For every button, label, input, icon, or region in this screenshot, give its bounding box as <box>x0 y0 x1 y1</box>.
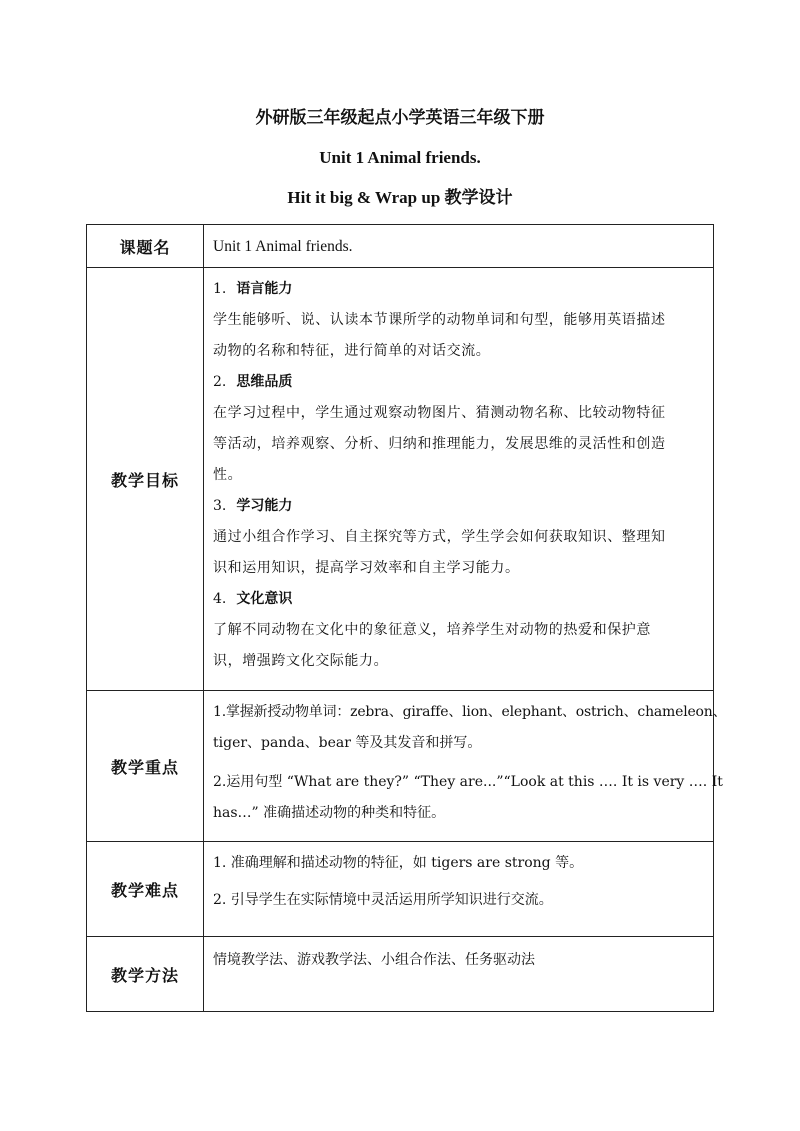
methods-row <box>87 937 714 1012</box>
methods-label: 教学方法 <box>87 937 204 1012</box>
key-points-content <box>204 691 727 842</box>
lesson-subtitle: Hit it big & Wrap up 教学设计 <box>287 188 513 207</box>
key-point-line: 2.运用句型 “What are they?” “They are...”“Look at this …. It is very …. It <box>213 774 723 790</box>
goal-line: 等活动，培养观察、分析、归纳和推理能力，发展思维的灵活性和创造 <box>213 436 666 452</box>
key-points-row <box>87 691 714 842</box>
key-point-line: tiger、panda、bear 等及其发音和拼写。 <box>213 735 482 751</box>
lesson-plan-table <box>86 224 727 1012</box>
goal-heading: 3. 学习能力 <box>213 498 293 514</box>
goal-line: 动物的名称和特征，进行简单的对话交流。 <box>213 343 491 359</box>
goal-line: 识，增强跨文化交际能力。 <box>213 653 389 669</box>
difficulty-item: 1. 准确理解和描述动物的特征，如 tigers are strong 等。 <box>213 855 584 871</box>
key-points-label: 教学重点 <box>87 691 204 842</box>
document-title: 外研版三年级起点小学英语三年级下册 <box>255 108 545 128</box>
topic-value: Unit 1 Animal friends. <box>204 225 714 268</box>
goal-line: 学生能够听、说、认读本节课所学的动物单词和句型，能够用英语描述 <box>213 312 666 328</box>
goal-line: 在学习过程中，学生通过观察动物图片、猜测动物名称、比较动物特征 <box>213 405 666 421</box>
goal-heading: 4. 文化意识 <box>213 591 293 607</box>
key-point-line: 1.掌握新授动物单词：zebra、giraffe、lion、elephant、ostrich、chameleon、 <box>213 704 727 720</box>
key-point-line: has…” 准确描述动物的种类和特征。 <box>213 805 446 821</box>
goal-heading: 2. 思维品质 <box>213 374 293 390</box>
difficulties-content <box>204 842 714 937</box>
difficulties-label: 教学难点 <box>87 842 204 937</box>
goal-line: 性。 <box>213 467 243 483</box>
goal-line: 识和运用知识，提高学习效率和自主学习能力。 <box>213 560 520 576</box>
topic-label: 课题名 <box>87 225 204 268</box>
goal-line: 通过小组合作学习、自主探究等方式，学生学会如何获取知识、整理知 <box>213 529 666 545</box>
goals-content <box>204 268 714 691</box>
methods-value: 情境教学法、游戏教学法、小组合作法、任务驱动法 <box>204 937 714 1012</box>
difficulties-row <box>87 842 714 937</box>
unit-title: Unit 1 Animal friends. <box>319 148 481 167</box>
difficulty-item: 2. 引导学生在实际情境中灵活运用所学知识进行交流。 <box>213 892 553 908</box>
goals-label: 教学目标 <box>87 268 204 691</box>
document-header <box>0 100 800 216</box>
goal-heading: 1. 语言能力 <box>213 281 293 297</box>
goal-line: 了解不同动物在文化中的象征意义，培养学生对动物的热爱和保护意 <box>213 622 651 638</box>
topic-row <box>87 225 714 268</box>
goals-row <box>87 268 714 691</box>
